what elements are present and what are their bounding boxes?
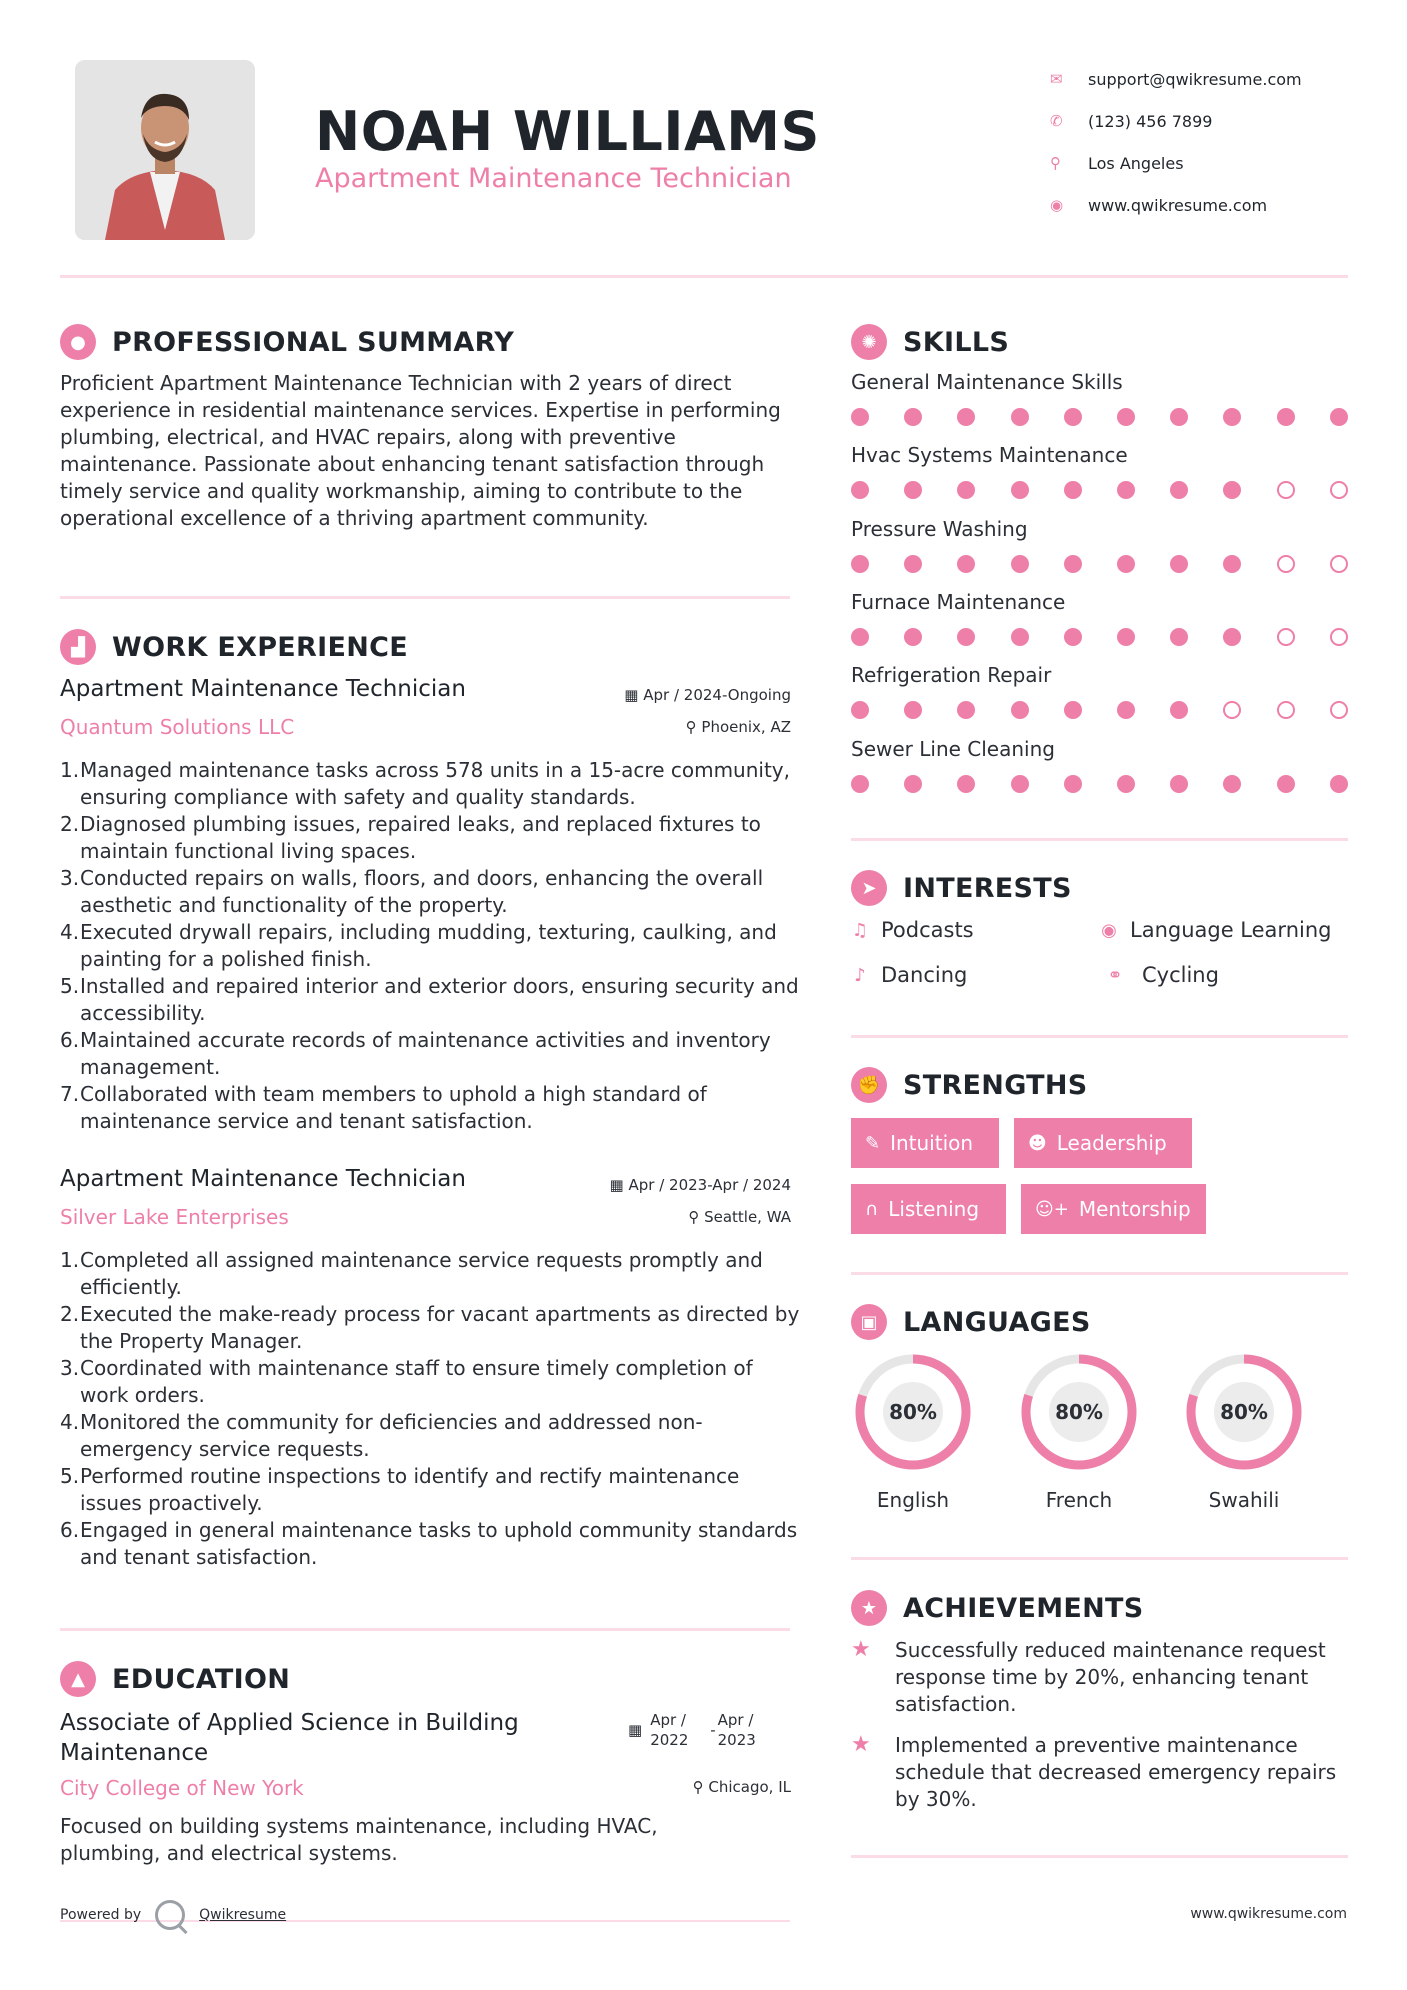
skill-rating (851, 555, 1348, 575)
skill-name: Sewer Line Cleaning (851, 736, 1055, 761)
user-plus-icon: ☺+ (1035, 1198, 1069, 1220)
strength-tag-listening (851, 1184, 1006, 1234)
shooting-star-icon: ★ (851, 1732, 871, 1757)
achievements-divider (851, 1855, 1348, 1858)
summary-text: Proficient Apartment Maintenance Technician with 2 years of direct experience in residential maintenance services. Expertise in performing plumbing, electrical, and HVAC repairs, along with preventive maintenance. Passionate about enhancing tenant satisfaction through timely service and quality workmanship, aiming to contribute to the operational excellence of a thriving apartment community. (60, 371, 781, 530)
duty-item (60, 1081, 800, 1135)
rating-dot-empty (1277, 481, 1295, 499)
duty-item (60, 1027, 800, 1081)
job-1-company: Quantum Solutions LLC (60, 715, 295, 739)
rating-dot-filled (1117, 628, 1135, 646)
rating-dot-empty (1330, 701, 1348, 719)
rating-dot-filled (957, 775, 975, 793)
duty-text: Installed and repaired interior and exterior doors, ensuring security and accessibility. (80, 974, 799, 1025)
calendar-icon: ▦ (628, 1721, 643, 1739)
job-1-location-text: Phoenix, AZ (701, 718, 791, 736)
job-1-location (686, 718, 791, 736)
duty-number: 5. (60, 974, 80, 998)
date-separator: - (710, 1721, 716, 1739)
rating-dot-filled (957, 408, 975, 426)
languages-section-title: LANGUAGES (903, 1306, 1091, 1338)
duty-number: 3. (60, 866, 80, 890)
graduate-icon: ▲ (60, 1661, 96, 1697)
duty-item (60, 919, 800, 973)
rating-dot-filled (1011, 555, 1029, 573)
lightbulb-icon: ✺ (851, 324, 887, 360)
contact-list (1050, 58, 1302, 226)
powered-by-label: Powered by (60, 1907, 142, 1923)
calendar-icon: ▦ (609, 1176, 629, 1194)
footer-powered-by (60, 1900, 286, 1930)
rating-dot-filled (904, 408, 922, 426)
summary-section-header (60, 324, 514, 360)
header-divider (60, 275, 1348, 278)
job-2-duties (60, 1247, 800, 1571)
language-item (851, 1350, 975, 1512)
rating-dot-filled (1170, 701, 1188, 719)
contact-website-text: www.qwikresume.com (1088, 195, 1268, 215)
rating-dot-empty (1330, 628, 1348, 646)
strength-tag-mentorship (1021, 1184, 1206, 1234)
globe-icon: ◉ (1050, 196, 1064, 214)
rating-dot-filled (1223, 408, 1241, 426)
rating-dot-filled (851, 628, 869, 646)
job-2-company: Silver Lake Enterprises (60, 1205, 289, 1229)
job-1-title: Apartment Maintenance Technician (60, 676, 466, 702)
duty-number: 2. (60, 1302, 80, 1326)
pin-icon: ⚲ (692, 1778, 709, 1796)
rating-dot-filled (1117, 555, 1135, 573)
job-2-title: Apartment Maintenance Technician (60, 1166, 466, 1192)
education-dates (628, 1710, 776, 1750)
education-end: Apr / 2023 (717, 1711, 756, 1749)
chair-icon: ▟ (60, 629, 96, 665)
user-icon: ● (60, 324, 96, 360)
job-1-duties (60, 757, 800, 1135)
education-section-title: EDUCATION (112, 1663, 291, 1695)
achievement-text: Successfully reduced maintenance request response time by 20%, enhancing tenant satisfaction. (895, 1638, 1326, 1716)
duty-number: 2. (60, 812, 80, 836)
rating-dot-filled (1117, 775, 1135, 793)
candidate-role: Apartment Maintenance Technician (315, 163, 792, 194)
duty-text: Conducted repairs on walls, floors, and doors, enhancing the overall aesthetic and functionality of the property. (80, 866, 764, 917)
headphones-icon: ∩ (865, 1198, 879, 1220)
experience-section-header (60, 629, 408, 665)
education-location (693, 1778, 791, 1796)
duty-item (60, 811, 800, 865)
duty-text: Executed the make-ready process for vacant apartments as directed by the Property Manager. (80, 1302, 800, 1353)
language-percent-label: 80% (1055, 1400, 1103, 1424)
rating-dot-filled (851, 481, 869, 499)
language-percent-label: 80% (889, 1400, 937, 1424)
duty-item (60, 1463, 800, 1517)
job-2-dates-text: Apr / 2023-Apr / 2024 (628, 1176, 791, 1194)
rating-dot-filled (1223, 628, 1241, 646)
interest-label: Language Learning (1130, 918, 1332, 942)
rating-dot-filled (1170, 555, 1188, 573)
rating-dot-filled (904, 555, 922, 573)
rating-dot-filled (1064, 628, 1082, 646)
experience-divider (60, 1628, 790, 1631)
duty-number: 6. (60, 1518, 80, 1542)
duty-number: 5. (60, 1464, 80, 1488)
language-proficiency-ring (1017, 1350, 1141, 1474)
education-school: City College of New York (60, 1776, 304, 1800)
qwikresume-logo-icon (155, 1900, 185, 1930)
duty-number: 1. (60, 758, 80, 782)
rating-dot-filled (957, 628, 975, 646)
rating-dot-filled (1064, 408, 1082, 426)
languages-section-header (851, 1304, 1091, 1340)
interest-label: Cycling (1142, 963, 1219, 987)
rating-dot-filled (1223, 775, 1241, 793)
calendar-icon: ▦ (624, 686, 644, 704)
duty-text: Completed all assigned maintenance service requests promptly and efficiently. (80, 1248, 763, 1299)
magic-wand-icon: ✎ (865, 1132, 881, 1154)
experience-section-title: WORK EXPERIENCE (112, 631, 408, 663)
rating-dot-filled (904, 701, 922, 719)
rating-dot-filled (1011, 628, 1029, 646)
rating-dot-filled (1170, 628, 1188, 646)
job-1-dates-text: Apr / 2024-Ongoing (643, 686, 791, 704)
candidate-name: NOAH WILLIAMS (315, 100, 820, 163)
rating-dot-empty (1330, 481, 1348, 499)
pin-icon: ⚲ (688, 1208, 705, 1226)
strengths-section-title: STRENGTHS (903, 1069, 1088, 1101)
duty-item (60, 1247, 800, 1301)
contact-email-text: support@qwikresume.com (1088, 69, 1302, 89)
rating-dot-filled (1011, 775, 1029, 793)
interest-label: Dancing (881, 963, 968, 987)
summary-divider (60, 596, 790, 599)
rating-dot-filled (1277, 775, 1295, 793)
duty-number: 7. (60, 1082, 80, 1106)
rating-dot-filled (1223, 555, 1241, 573)
strengths-section-header (851, 1067, 1088, 1103)
strength-tag-intuition (851, 1118, 999, 1168)
rating-dot-filled (904, 775, 922, 793)
contact-email[interactable] (1050, 58, 1302, 100)
skills-section-header (851, 324, 1009, 360)
skill-name: Hvac Systems Maintenance (851, 443, 1128, 468)
interest-dancing (851, 963, 967, 987)
skill-name: Furnace Maintenance (851, 589, 1066, 614)
achievements-section-header (851, 1590, 1144, 1626)
job-2-location (688, 1208, 791, 1226)
language-name: English (876, 1488, 950, 1512)
pin-icon: ⚲ (685, 718, 702, 736)
rating-dot-filled (957, 481, 975, 499)
summary-section-title: PROFESSIONAL SUMMARY (112, 326, 515, 358)
duty-number: 3. (60, 1356, 80, 1380)
rating-dot-filled (1117, 408, 1135, 426)
duty-text: Managed maintenance tasks across 578 units in a 15-acre community, ensuring compliance with safety and quality standards. (80, 758, 790, 809)
interest-language-learning (1100, 918, 1331, 942)
rating-dot-filled (1170, 481, 1188, 499)
rating-dot-filled (851, 408, 869, 426)
skill-name: Refrigeration Repair (851, 663, 1052, 688)
rating-dot-filled (1011, 481, 1029, 499)
duty-number: 6. (60, 1028, 80, 1052)
skill-rating (851, 408, 1348, 428)
shooting-star-icon: ★ (851, 1637, 871, 1662)
skills-divider (851, 838, 1348, 841)
education-degree: Associate of Applied Science in Building Maintenance (60, 1710, 519, 1766)
duty-text: Diagnosed plumbing issues, repaired leaks, and replaced fixtures to maintain functional living spaces. (80, 812, 761, 863)
skill-rating (851, 701, 1348, 721)
rating-dot-filled (1064, 701, 1082, 719)
rating-dot-filled (851, 555, 869, 573)
rating-dot-filled (1011, 408, 1029, 426)
language-proficiency-ring (851, 1350, 975, 1474)
rating-dot-empty (1277, 701, 1295, 719)
duty-item (60, 1409, 800, 1463)
strength-label: Intuition (890, 1131, 974, 1155)
duty-item (60, 1355, 800, 1409)
skill-name: Pressure Washing (851, 516, 1028, 541)
contact-phone[interactable] (1050, 100, 1302, 142)
bicycle-icon: ⚭ (1107, 964, 1123, 986)
rating-dot-empty (1330, 555, 1348, 573)
language-item (1182, 1350, 1306, 1512)
job-2-location-text: Seattle, WA (704, 1208, 791, 1226)
job-2-dates (610, 1176, 791, 1194)
rating-dot-filled (1064, 775, 1082, 793)
contact-location-text: Los Angeles (1088, 153, 1184, 173)
language-item (1017, 1350, 1141, 1512)
rating-dot-filled (957, 701, 975, 719)
language-name: French (1045, 1488, 1113, 1512)
education-description: Focused on building systems maintenance, including HVAC, plumbing, and electrical systems. (60, 1814, 658, 1865)
duty-text: Collaborated with team members to uphold a high standard of maintenance service and tenant satisfaction. (80, 1082, 707, 1133)
language-proficiency-ring (1182, 1350, 1306, 1474)
rating-dot-filled (1330, 775, 1348, 793)
skills-section-title: SKILLS (903, 326, 1010, 358)
microphone-icon: ♫ (851, 919, 869, 941)
rating-dot-filled (904, 481, 922, 499)
skill-name: General Maintenance Skills (851, 370, 1123, 394)
rating-dot-empty (1277, 555, 1295, 573)
rating-dot-filled (1170, 775, 1188, 793)
rating-dot-filled (1330, 408, 1348, 426)
duty-item (60, 973, 800, 1027)
rating-dot-filled (1223, 481, 1241, 499)
users-icon: ☻ (1028, 1132, 1047, 1154)
globe-icon: ◉ (1101, 919, 1117, 941)
achievement-item (851, 1732, 1351, 1813)
achievements-section-title: ACHIEVEMENTS (903, 1592, 1144, 1624)
duty-number: 4. (60, 1410, 80, 1434)
duty-text: Coordinated with maintenance staff to ensure timely completion of work orders. (80, 1356, 753, 1407)
contact-website[interactable] (1050, 184, 1302, 226)
duty-item (60, 1517, 800, 1571)
languages-divider (851, 1557, 1348, 1560)
interest-cycling (1100, 963, 1219, 987)
strength-tag-leadership (1014, 1118, 1192, 1168)
interests-section-header (851, 870, 1072, 906)
paper-plane-icon: ➤ (851, 870, 887, 906)
rating-dot-filled (1064, 555, 1082, 573)
skill-rating (851, 775, 1348, 795)
duty-text: Engaged in general maintenance tasks to uphold community standards and tenant satisfaction. (80, 1518, 798, 1569)
interests-divider (851, 1035, 1348, 1038)
skill-rating (851, 481, 1348, 501)
rating-dot-filled (1117, 481, 1135, 499)
achievement-item (851, 1637, 1351, 1718)
rating-dot-filled (851, 775, 869, 793)
profile-photo (75, 60, 255, 240)
interests-section-title: INTERESTS (903, 872, 1072, 904)
strength-label: Listening (888, 1197, 980, 1221)
rating-dot-filled (1170, 408, 1188, 426)
duty-number: 4. (60, 920, 80, 944)
duty-item (60, 865, 800, 919)
duty-text: Maintained accurate records of maintenance activities and inventory management. (80, 1028, 771, 1079)
education-section-header (60, 1661, 290, 1697)
footer-url[interactable]: www.qwikresume.com (1190, 1906, 1347, 1922)
rating-dot-filled (1064, 481, 1082, 499)
rating-dot-filled (1011, 701, 1029, 719)
phone-icon: ✆ (1050, 112, 1063, 130)
duty-text: Performed routine inspections to identify and rectify maintenance issues proactively. (80, 1464, 740, 1515)
language-percent-label: 80% (1220, 1400, 1268, 1424)
strength-label: Mentorship (1078, 1197, 1191, 1221)
interest-podcasts (851, 918, 974, 942)
envelope-icon: ✉ (1050, 70, 1063, 88)
rating-dot-filled (851, 701, 869, 719)
rating-dot-filled (1117, 701, 1135, 719)
star-badge-icon: ★ (851, 1590, 887, 1626)
duty-text: Executed drywall repairs, including mudding, texturing, caulking, and painting for a polished finish. (80, 920, 777, 971)
language-name: Swahili (1208, 1488, 1280, 1512)
strengths-divider (851, 1272, 1348, 1275)
qwikresume-link[interactable]: Qwikresume (199, 1907, 287, 1923)
strength-label: Leadership (1056, 1131, 1167, 1155)
rating-dot-filled (904, 628, 922, 646)
music-note-icon: ♪ (854, 964, 866, 986)
education-start: Apr / 2022 (650, 1711, 689, 1749)
location-pin-icon: ⚲ (1050, 154, 1061, 172)
job-1-dates (624, 686, 791, 704)
education-location-text: Chicago, IL (708, 1778, 791, 1796)
person-photo-illustration (75, 60, 255, 240)
fist-icon: ✊ (851, 1067, 887, 1103)
rating-dot-filled (957, 555, 975, 573)
rating-dot-filled (1277, 408, 1295, 426)
contact-location (1050, 142, 1302, 184)
duty-item (60, 1301, 800, 1355)
rating-dot-empty (1223, 701, 1241, 719)
interest-label: Podcasts (881, 918, 974, 942)
language-card-icon: ▣ (851, 1304, 887, 1340)
duty-item (60, 757, 800, 811)
rating-dot-empty (1277, 628, 1295, 646)
skill-rating (851, 628, 1348, 648)
achievement-text: Implemented a preventive maintenance schedule that decreased emergency repairs by 30%. (895, 1733, 1337, 1811)
duty-number: 1. (60, 1248, 80, 1272)
contact-phone-text: (123) 456 7899 (1088, 111, 1213, 131)
duty-text: Monitored the community for deficiencies and addressed non-emergency service requests. (80, 1410, 703, 1461)
